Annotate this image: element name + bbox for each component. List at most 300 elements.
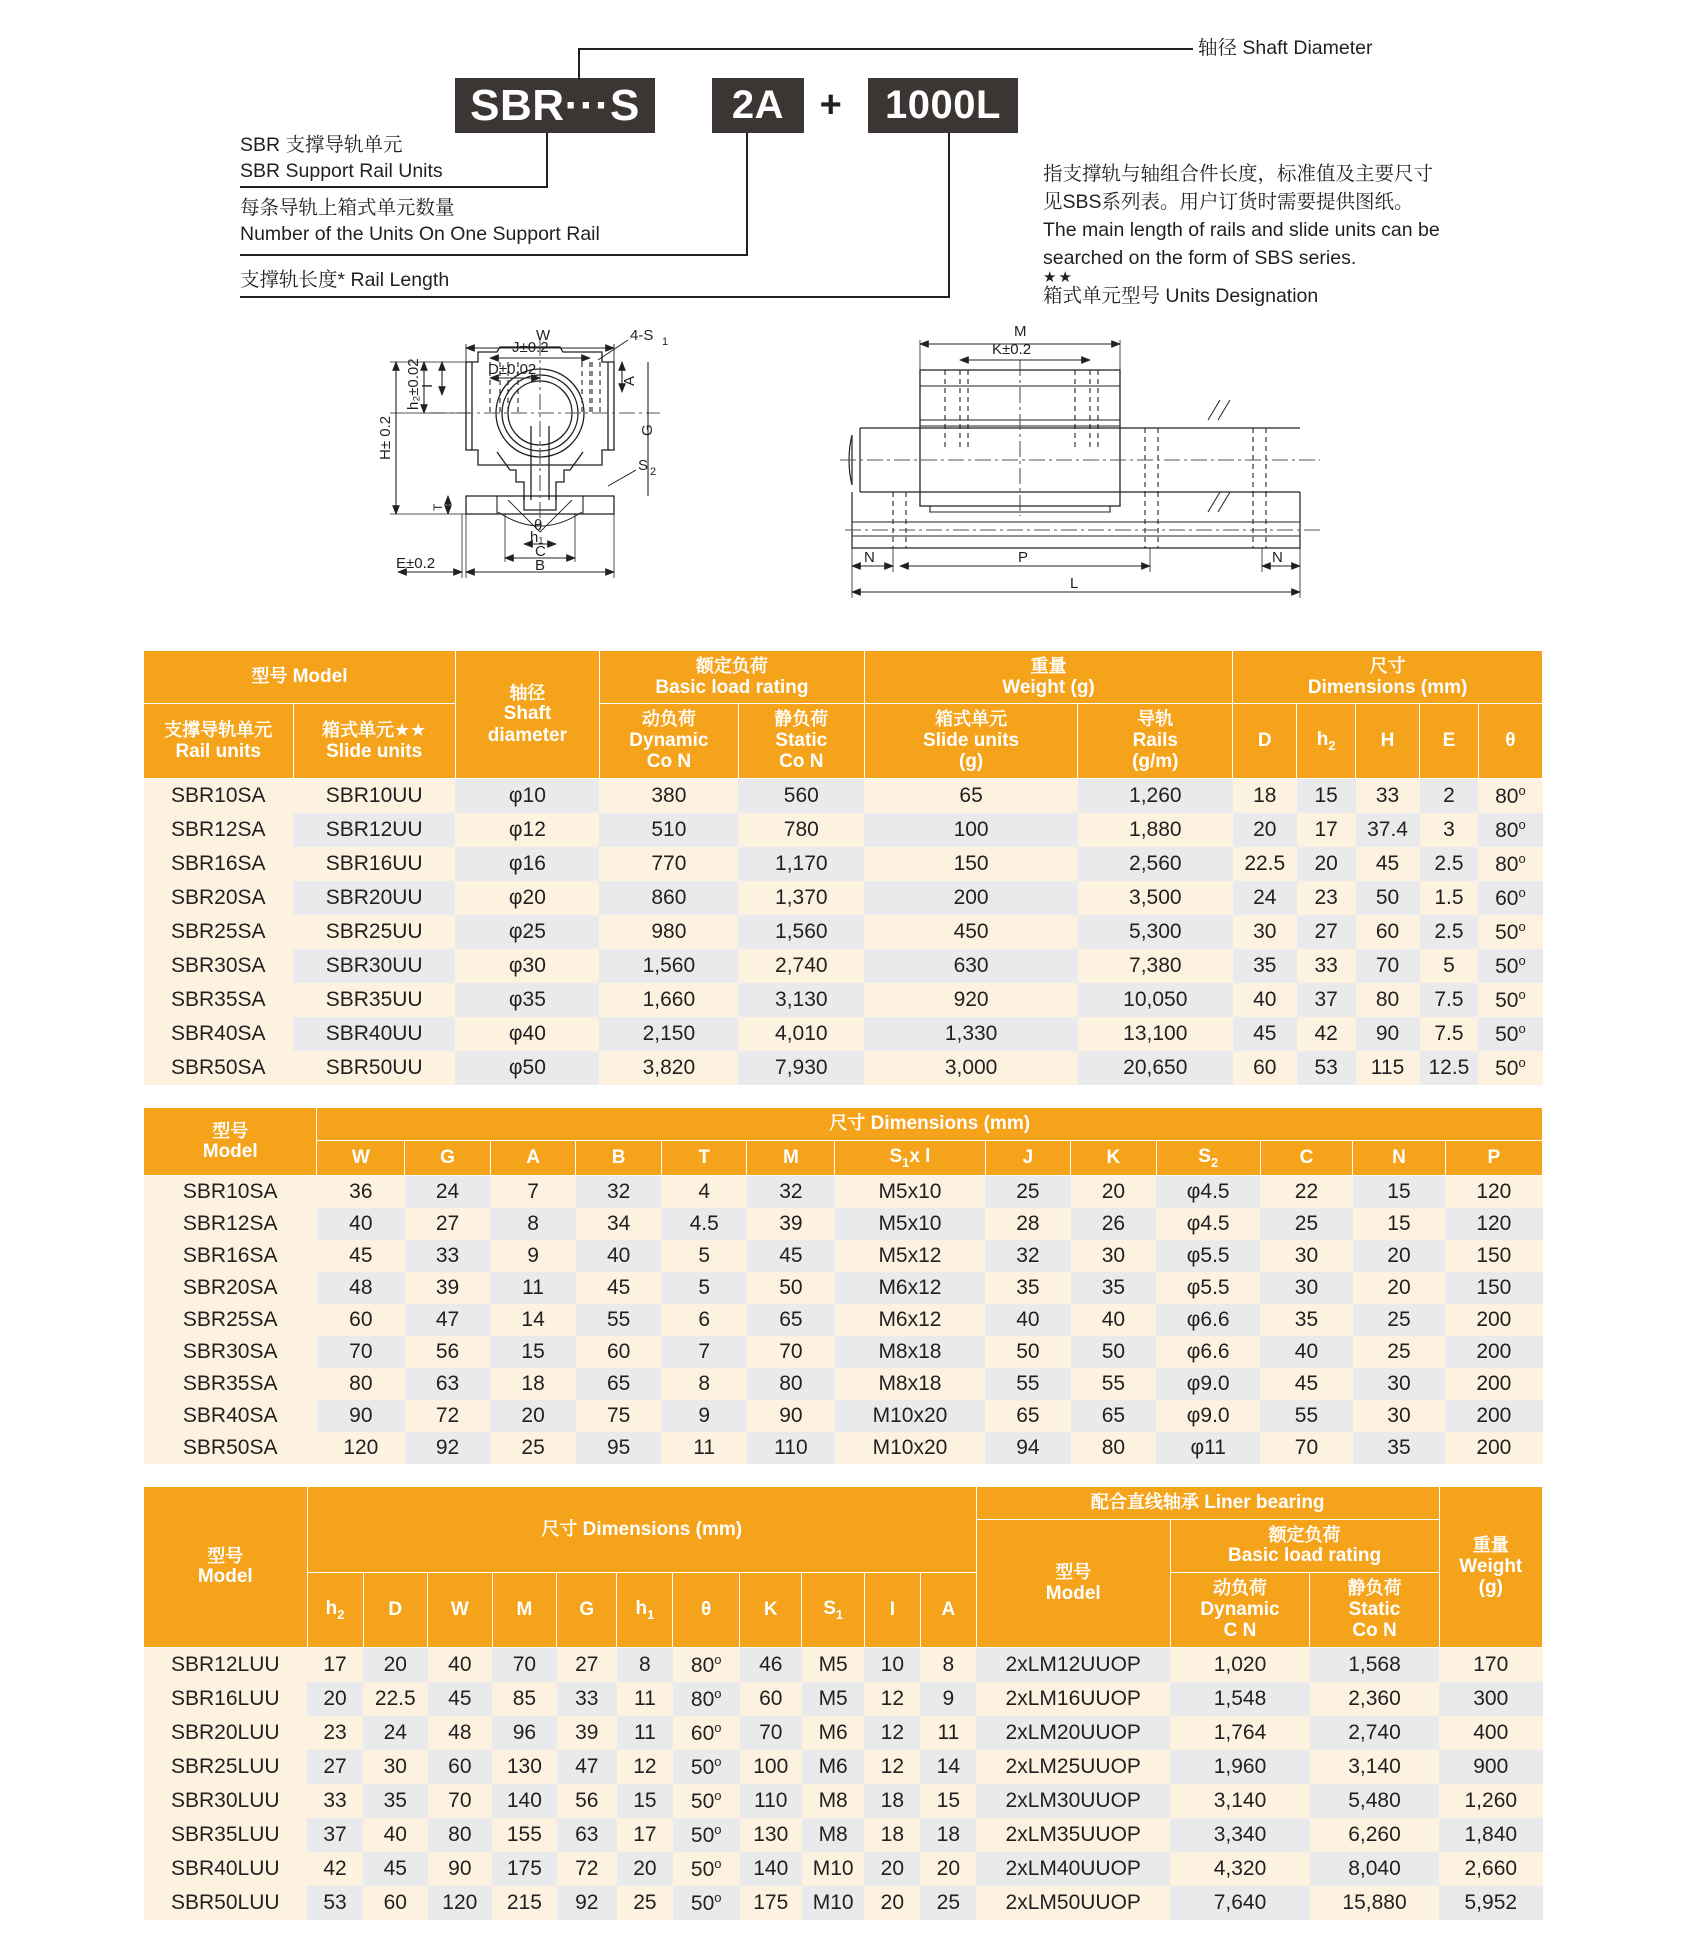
cell-dyn: 2,150 bbox=[599, 1017, 738, 1051]
th2-K: K bbox=[1071, 1140, 1157, 1176]
cell-T: 9 bbox=[661, 1400, 747, 1432]
cell-rail: SBR50SA bbox=[144, 1051, 294, 1085]
cell-wrails: 2,560 bbox=[1078, 847, 1233, 881]
cell-sta: 2,740 bbox=[738, 949, 864, 983]
cell-sta: 1,370 bbox=[738, 881, 864, 915]
table2-wrapper bbox=[0, 1107, 1686, 1464]
th2-model bbox=[144, 1108, 317, 1176]
th3-dyn-en2: C N bbox=[1223, 1620, 1257, 1642]
cell-bearing: 2xLM35UUOP bbox=[976, 1818, 1170, 1852]
cell-A: 25 bbox=[920, 1886, 976, 1920]
table1-header-row-2 bbox=[144, 704, 1543, 779]
cell-model: SBR40LUU bbox=[144, 1852, 308, 1886]
cell-sta: 2,360 bbox=[1310, 1682, 1439, 1716]
cell-T: 8 bbox=[661, 1368, 747, 1400]
cell-h2: 17 bbox=[307, 1647, 363, 1682]
th3-dynamic bbox=[1170, 1573, 1310, 1648]
cell-M: 155 bbox=[492, 1818, 557, 1852]
cell-A: 11 bbox=[490, 1272, 576, 1304]
cell-sta: 6,260 bbox=[1310, 1818, 1439, 1852]
cell-K: 26 bbox=[1071, 1208, 1157, 1240]
cell-theta: 50$^o$ bbox=[673, 1784, 740, 1818]
cell-bearing: 2xLM25UUOP bbox=[976, 1750, 1170, 1784]
leader-units-vertical bbox=[746, 133, 748, 255]
cell-T: 4.5 bbox=[661, 1208, 747, 1240]
cell-H: 33 bbox=[1356, 779, 1420, 814]
cell-S1: M10 bbox=[802, 1852, 864, 1886]
cell-sta: 3,140 bbox=[1310, 1750, 1439, 1784]
th-load-en: Basic load rating bbox=[655, 676, 809, 698]
th-dynamic-en1: Dynamic bbox=[629, 729, 709, 751]
cell-N: 35 bbox=[1353, 1432, 1445, 1464]
cell-P: 200 bbox=[1445, 1400, 1542, 1432]
svg-text:K±0.2: K±0.2 bbox=[992, 341, 1032, 358]
cell-slide: SBR16UU bbox=[293, 847, 455, 881]
table3-header-row-1 bbox=[144, 1487, 1543, 1520]
cell-W: 40 bbox=[428, 1647, 493, 1682]
cell-D: 40 bbox=[363, 1818, 428, 1852]
cell-B: 60 bbox=[576, 1336, 662, 1368]
cell-J: 35 bbox=[985, 1272, 1071, 1304]
cell-A: 20 bbox=[920, 1852, 976, 1886]
cell-Sxl: M8x18 bbox=[835, 1336, 985, 1368]
leader-rail-length-vertical bbox=[948, 133, 950, 297]
cell-G: 92 bbox=[557, 1886, 617, 1920]
cell-rail: SBR10SA bbox=[144, 779, 294, 814]
th-static-load bbox=[738, 704, 864, 779]
th3-static bbox=[1310, 1573, 1439, 1648]
cell-wslide: 630 bbox=[864, 949, 1078, 983]
cell-dyn: 770 bbox=[599, 847, 738, 881]
cell-weight: 1,260 bbox=[1439, 1784, 1542, 1818]
table-row bbox=[144, 1886, 1543, 1920]
code-box-units: 2A bbox=[712, 78, 804, 133]
th3-weight-en1: Weight bbox=[1459, 1555, 1523, 1577]
svg-text:W: W bbox=[536, 327, 551, 344]
svg-text:C: C bbox=[535, 543, 546, 560]
cell-J: 28 bbox=[985, 1208, 1071, 1240]
cell-J: 65 bbox=[985, 1400, 1071, 1432]
th3-h1: $h_1$ bbox=[617, 1573, 673, 1648]
th3-dims-en: Dimensions (mm) bbox=[582, 1518, 743, 1540]
cell-M: 70 bbox=[747, 1336, 835, 1368]
cell-N: 20 bbox=[1353, 1272, 1445, 1304]
table-row bbox=[144, 1017, 1543, 1051]
cell-sta: 1,560 bbox=[738, 915, 864, 949]
cell-S2: φ6.6 bbox=[1156, 1336, 1260, 1368]
cell-B: 65 bbox=[576, 1368, 662, 1400]
note-line-4: searched on the form of SBS series. bbox=[1043, 247, 1357, 270]
cell-G: 27 bbox=[405, 1208, 491, 1240]
th2-A: A bbox=[490, 1140, 576, 1176]
cell-D: 60 bbox=[1233, 1051, 1297, 1085]
note-line-3: The main length of rails and slide units can be bbox=[1043, 219, 1440, 242]
leader-shaft-diameter-horizontal bbox=[578, 48, 1193, 50]
cell-theta: 50$^o$ bbox=[1478, 983, 1542, 1017]
cell-S2: φ6.6 bbox=[1156, 1304, 1260, 1336]
note-line-1: 指支撑轨与轴组合件长度，标准值及主要尺寸 bbox=[1043, 163, 1434, 185]
cell-K: 80 bbox=[1071, 1432, 1157, 1464]
table-row bbox=[144, 1051, 1543, 1085]
svg-text:1: 1 bbox=[662, 336, 669, 348]
table2-header-row-1 bbox=[144, 1108, 1543, 1141]
th3-dyn-en1: Dynamic bbox=[1200, 1598, 1280, 1620]
th-wslide-zh: 箱式单元 bbox=[935, 709, 1008, 730]
cell-N: 15 bbox=[1353, 1176, 1445, 1209]
th-dim-h2: $h_2$ bbox=[1297, 704, 1356, 779]
table-row bbox=[144, 949, 1543, 983]
th2-C: C bbox=[1260, 1140, 1352, 1176]
cell-M: 70 bbox=[492, 1647, 557, 1682]
svg-text:P: P bbox=[1018, 549, 1029, 566]
table-row bbox=[144, 1852, 1543, 1886]
th2-N: N bbox=[1353, 1140, 1445, 1176]
cell-A: 15 bbox=[920, 1784, 976, 1818]
th3-weight bbox=[1439, 1487, 1542, 1648]
th2-S1xl: $S_1x$ l bbox=[835, 1140, 985, 1176]
cell-D: 60 bbox=[363, 1886, 428, 1920]
cell-dyn: 1,660 bbox=[599, 983, 738, 1017]
svg-text:J±0.2: J±0.2 bbox=[512, 339, 549, 356]
cell-dyn: 4,320 bbox=[1170, 1852, 1310, 1886]
cell-S2: φ5.5 bbox=[1156, 1272, 1260, 1304]
table3-header-row-3 bbox=[144, 1573, 1543, 1648]
cell-P: 200 bbox=[1445, 1368, 1542, 1400]
cell-dia: φ25 bbox=[455, 915, 599, 949]
cell-I: 12 bbox=[864, 1682, 920, 1716]
cell-dyn: 1,560 bbox=[599, 949, 738, 983]
cell-sta: 1,568 bbox=[1310, 1647, 1439, 1682]
cell-B: 32 bbox=[576, 1176, 662, 1209]
cell-model: SBR50LUU bbox=[144, 1886, 308, 1920]
cell-K: 20 bbox=[1071, 1176, 1157, 1209]
th2-model-zh: 型号 bbox=[212, 1120, 249, 1141]
cell-W: 70 bbox=[428, 1784, 493, 1818]
th3-theta: θ bbox=[673, 1573, 740, 1648]
note-line-2: 见SBS系列表。用户订货时需要提供图纸。 bbox=[1043, 191, 1414, 214]
cell-M: 85 bbox=[492, 1682, 557, 1716]
code-box-model: SBR···S bbox=[455, 78, 655, 133]
cell-sta: 780 bbox=[738, 813, 864, 847]
cell-I: 18 bbox=[864, 1818, 920, 1852]
th3-model-zh: 型号 bbox=[207, 1545, 244, 1566]
th3-bmodel-en: Model bbox=[1045, 1582, 1101, 1604]
cell-slide: SBR10UU bbox=[293, 779, 455, 814]
cell-H: 70 bbox=[1356, 949, 1420, 983]
th3-A: A bbox=[920, 1573, 976, 1648]
cell-D: 45 bbox=[1233, 1017, 1297, 1051]
th2-J: J bbox=[985, 1140, 1071, 1176]
th-dims-group bbox=[1233, 651, 1543, 704]
cell-B: 40 bbox=[576, 1240, 662, 1272]
cell-h1: 17 bbox=[617, 1818, 673, 1852]
cell-A: 9 bbox=[490, 1240, 576, 1272]
cell-E: 3 bbox=[1420, 813, 1479, 847]
cell-model: SBR12SA bbox=[144, 1208, 317, 1240]
cell-wslide: 3,000 bbox=[864, 1051, 1078, 1085]
cell-dyn: 1,020 bbox=[1170, 1647, 1310, 1682]
cell-h1: 11 bbox=[617, 1716, 673, 1750]
svg-text:h₂±0.02: h₂±0.02 bbox=[405, 358, 422, 410]
cell-Sxl: M8x18 bbox=[835, 1368, 985, 1400]
cell-N: 25 bbox=[1353, 1336, 1445, 1368]
cell-S2: φ4.5 bbox=[1156, 1208, 1260, 1240]
table-row bbox=[144, 1272, 1543, 1304]
th-wrails-en2: (g/m) bbox=[1132, 751, 1179, 773]
svg-text:B: B bbox=[535, 557, 546, 574]
cell-M: 215 bbox=[492, 1886, 557, 1920]
cell-P: 150 bbox=[1445, 1272, 1542, 1304]
table-row bbox=[144, 813, 1543, 847]
cell-K: 46 bbox=[740, 1647, 802, 1682]
cell-weight: 5,952 bbox=[1439, 1886, 1542, 1920]
cell-h2: 20 bbox=[1297, 847, 1356, 881]
cell-B: 34 bbox=[576, 1208, 662, 1240]
cell-Sxl: M10x20 bbox=[835, 1432, 985, 1464]
cell-S1: M8 bbox=[802, 1818, 864, 1852]
cell-E: 12.5 bbox=[1420, 1051, 1479, 1085]
table-row bbox=[144, 847, 1543, 881]
label-sbr-support-rail-units bbox=[240, 133, 443, 184]
leader-shaft-diameter-vertical bbox=[578, 48, 580, 80]
cell-D: 20 bbox=[1233, 813, 1297, 847]
cell-M: 175 bbox=[492, 1852, 557, 1886]
svg-text:D±0.02: D±0.02 bbox=[488, 361, 537, 378]
cell-wrails: 10,050 bbox=[1078, 983, 1233, 1017]
cell-S2: φ11 bbox=[1156, 1432, 1260, 1464]
cell-N: 30 bbox=[1353, 1368, 1445, 1400]
cell-model: SBR50SA bbox=[144, 1432, 317, 1464]
cell-G: 72 bbox=[557, 1852, 617, 1886]
cell-model: SBR40SA bbox=[144, 1400, 317, 1432]
cell-h1: 12 bbox=[617, 1750, 673, 1784]
table2-body bbox=[144, 1176, 1543, 1465]
cell-wslide: 450 bbox=[864, 915, 1078, 949]
table-row bbox=[144, 1784, 1543, 1818]
cell-Sxl: M5x10 bbox=[835, 1208, 985, 1240]
th3-bearing-model bbox=[976, 1519, 1170, 1647]
cell-K: 30 bbox=[1071, 1240, 1157, 1272]
cell-I: 12 bbox=[864, 1750, 920, 1784]
th-weight-en: Weight (g) bbox=[1002, 676, 1095, 698]
cell-K: 110 bbox=[740, 1784, 802, 1818]
cell-S2: φ9.0 bbox=[1156, 1368, 1260, 1400]
th3-W: W bbox=[428, 1573, 493, 1648]
cell-T: 4 bbox=[661, 1176, 747, 1209]
cell-T: 5 bbox=[661, 1272, 747, 1304]
th-weight-slide bbox=[864, 704, 1078, 779]
cell-slide: SBR40UU bbox=[293, 1017, 455, 1051]
th2-T: T bbox=[661, 1140, 747, 1176]
cell-W: 48 bbox=[428, 1716, 493, 1750]
th3-load-zh: 额定负荷 bbox=[1268, 1524, 1341, 1545]
cell-model: SBR30LUU bbox=[144, 1784, 308, 1818]
th3-bearing-en: Liner bearing bbox=[1204, 1492, 1325, 1514]
cell-dia: φ30 bbox=[455, 949, 599, 983]
cell-M: 65 bbox=[747, 1304, 835, 1336]
cell-J: 40 bbox=[985, 1304, 1071, 1336]
cell-S1: M5 bbox=[802, 1682, 864, 1716]
cell-sta: 4,010 bbox=[738, 1017, 864, 1051]
cell-W: 120 bbox=[317, 1432, 405, 1464]
cell-S1: M10 bbox=[802, 1886, 864, 1920]
th2-W: W bbox=[317, 1140, 405, 1176]
cell-E: 5 bbox=[1420, 949, 1479, 983]
th3-dims-group bbox=[307, 1487, 976, 1573]
cell-W: 60 bbox=[317, 1304, 405, 1336]
cell-A: 14 bbox=[490, 1304, 576, 1336]
cell-model: SBR20LUU bbox=[144, 1716, 308, 1750]
table-row bbox=[144, 1432, 1543, 1464]
cell-S1: M6 bbox=[802, 1750, 864, 1784]
th3-sta-en1: Static bbox=[1348, 1598, 1401, 1620]
cell-H: 60 bbox=[1356, 915, 1420, 949]
cell-A: 9 bbox=[920, 1682, 976, 1716]
cell-D: 30 bbox=[363, 1750, 428, 1784]
cell-theta: 80$^o$ bbox=[1478, 847, 1542, 881]
th-dims-en: Dimensions (mm) bbox=[1307, 676, 1468, 698]
cell-Sxl: M6x12 bbox=[835, 1304, 985, 1336]
cell-K: 130 bbox=[740, 1818, 802, 1852]
cell-weight: 2,660 bbox=[1439, 1852, 1542, 1886]
th-load-group bbox=[599, 651, 864, 704]
cell-G: 39 bbox=[557, 1716, 617, 1750]
cell-G: 47 bbox=[557, 1750, 617, 1784]
cell-h2: 53 bbox=[1297, 1051, 1356, 1085]
cell-C: 55 bbox=[1260, 1400, 1352, 1432]
th-weight-group bbox=[864, 651, 1232, 704]
cell-G: 63 bbox=[557, 1818, 617, 1852]
cell-dyn: 3,820 bbox=[599, 1051, 738, 1085]
cell-dyn: 1,960 bbox=[1170, 1750, 1310, 1784]
cell-theta: 80$^o$ bbox=[1478, 813, 1542, 847]
cell-D: 35 bbox=[1233, 949, 1297, 983]
cell-D: 22.5 bbox=[1233, 847, 1297, 881]
underline-units-label bbox=[240, 254, 748, 256]
cell-slide: SBR35UU bbox=[293, 983, 455, 1017]
cell-T: 5 bbox=[661, 1240, 747, 1272]
cell-dyn: 1,548 bbox=[1170, 1682, 1310, 1716]
cell-G: 72 bbox=[405, 1400, 491, 1432]
th-wrails-en1: Rails bbox=[1132, 729, 1178, 751]
svg-text:T: T bbox=[431, 503, 445, 511]
cell-sta: 7,930 bbox=[738, 1051, 864, 1085]
cell-W: 90 bbox=[317, 1400, 405, 1432]
table2-header-row-2 bbox=[144, 1140, 1543, 1176]
cell-wslide: 100 bbox=[864, 813, 1078, 847]
th3-sta-en2: Co N bbox=[1352, 1620, 1397, 1642]
cell-h2: 17 bbox=[1297, 813, 1356, 847]
table-row bbox=[144, 779, 1543, 814]
cell-P: 150 bbox=[1445, 1240, 1542, 1272]
cell-rail: SBR16SA bbox=[144, 847, 294, 881]
cell-H: 115 bbox=[1356, 1051, 1420, 1085]
cell-theta: 80$^o$ bbox=[673, 1647, 740, 1682]
cell-E: 1.5 bbox=[1420, 881, 1479, 915]
cell-dyn: 510 bbox=[599, 813, 738, 847]
svg-text:N: N bbox=[1272, 549, 1283, 566]
cell-I: 10 bbox=[864, 1647, 920, 1682]
cell-dia: φ35 bbox=[455, 983, 599, 1017]
cell-N: 25 bbox=[1353, 1304, 1445, 1336]
cell-rail: SBR12SA bbox=[144, 813, 294, 847]
th-wslide-en2: (g) bbox=[958, 751, 984, 773]
cell-B: 55 bbox=[576, 1304, 662, 1336]
cell-h2: 53 bbox=[307, 1886, 363, 1920]
cell-C: 22 bbox=[1260, 1176, 1352, 1209]
cell-W: 36 bbox=[317, 1176, 405, 1209]
cell-wrails: 7,380 bbox=[1078, 949, 1233, 983]
cell-wslide: 920 bbox=[864, 983, 1078, 1017]
cell-C: 70 bbox=[1260, 1432, 1352, 1464]
th3-load-group bbox=[1170, 1519, 1439, 1572]
th-rail-units-zh: 支撑导轨单元 bbox=[164, 720, 273, 740]
cell-G: 63 bbox=[405, 1368, 491, 1400]
underline-sbr-label bbox=[240, 186, 548, 188]
table3-body bbox=[144, 1647, 1543, 1920]
cell-theta: 80$^o$ bbox=[1478, 779, 1542, 814]
cell-h2: 23 bbox=[307, 1716, 363, 1750]
cell-slide: SBR50UU bbox=[293, 1051, 455, 1085]
cell-H: 50 bbox=[1356, 881, 1420, 915]
cell-P: 200 bbox=[1445, 1304, 1542, 1336]
cell-theta: 60$^o$ bbox=[673, 1716, 740, 1750]
svg-text:E±0.2: E±0.2 bbox=[396, 555, 436, 572]
th-dim-H: H bbox=[1356, 704, 1420, 779]
th-slide-units-zh: 箱式单元★★ bbox=[322, 720, 427, 740]
cell-K: 60 bbox=[740, 1682, 802, 1716]
cell-h1: 25 bbox=[617, 1886, 673, 1920]
cell-theta: 50$^o$ bbox=[673, 1818, 740, 1852]
th-static-en1: Static bbox=[775, 729, 828, 751]
th-dims-zh: 尺寸 bbox=[1369, 656, 1406, 676]
cell-S1: M6 bbox=[802, 1716, 864, 1750]
th2-P: P bbox=[1445, 1140, 1542, 1176]
cell-dia: φ20 bbox=[455, 881, 599, 915]
table-row bbox=[144, 1368, 1543, 1400]
cell-slide: SBR20UU bbox=[293, 881, 455, 915]
cell-h1: 11 bbox=[617, 1682, 673, 1716]
svg-text:2: 2 bbox=[650, 466, 657, 478]
cell-E: 2.5 bbox=[1420, 847, 1479, 881]
cell-G: 56 bbox=[405, 1336, 491, 1368]
cell-sta: 2,740 bbox=[1310, 1716, 1439, 1750]
cell-A: 18 bbox=[920, 1818, 976, 1852]
cell-theta: 50$^o$ bbox=[1478, 915, 1542, 949]
cell-G: 39 bbox=[405, 1272, 491, 1304]
table1-header-row-1 bbox=[144, 651, 1543, 704]
order-code-diagram bbox=[0, 0, 1686, 307]
cell-dyn: 3,340 bbox=[1170, 1818, 1310, 1852]
label-sbr-zh: SBR 支撑导轨单元 bbox=[240, 134, 403, 156]
cell-M: 45 bbox=[747, 1240, 835, 1272]
svg-text:h₁: h₁ bbox=[530, 529, 544, 546]
cell-model: SBR20SA bbox=[144, 1272, 317, 1304]
cell-W: 45 bbox=[317, 1240, 405, 1272]
cell-D: 24 bbox=[363, 1716, 428, 1750]
cell-T: 6 bbox=[661, 1304, 747, 1336]
cell-slide: SBR25UU bbox=[293, 915, 455, 949]
cell-E: 2.5 bbox=[1420, 915, 1479, 949]
th-shaft-en1: Shaft bbox=[503, 703, 552, 725]
cell-I: 20 bbox=[864, 1886, 920, 1920]
table-dimensions-luu bbox=[143, 1486, 1543, 1920]
svg-text:G: G bbox=[639, 424, 656, 436]
cell-W: 40 bbox=[317, 1208, 405, 1240]
svg-text:L: L bbox=[1070, 575, 1079, 592]
cell-K: 175 bbox=[740, 1886, 802, 1920]
cell-model: SBR16SA bbox=[144, 1240, 317, 1272]
